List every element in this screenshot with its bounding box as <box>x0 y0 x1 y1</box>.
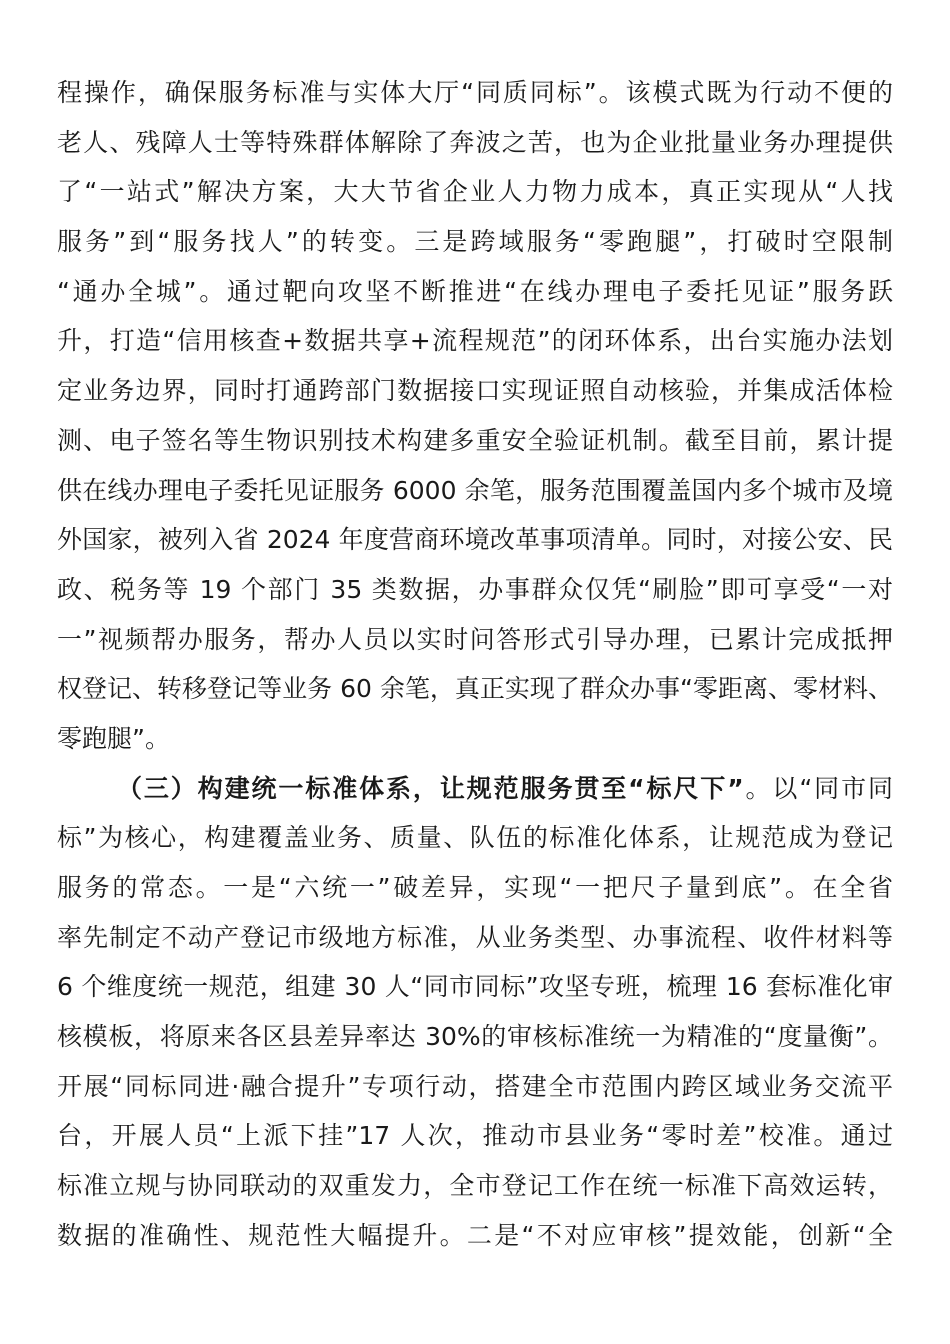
text-line-5: “通办全城”。通过靶向攻坚不断推进“在线办理电子委托见证”服务跃 <box>57 276 893 306</box>
text-line-17: 服务的常态。一是“六统一”破差异，实现“一把尺子量到底”。在全省 <box>57 873 893 902</box>
text-line-2: 老人、残障人士等特殊群体解除了奔波之苦，也为企业批量业务办理提供 <box>57 127 893 157</box>
text-line-4: 服务”到“服务找人”的转变。三是跨域服务“零跑腿”，打破时空限制 <box>57 227 893 257</box>
text-line-12: 一”视频帮办服务，帮办人员以实时问答形式引导办理，已累计完成抵押 <box>57 624 893 654</box>
text-line-22: 台，开展人员“上派下挂”17 人次，推动市县业务“零时差”校准。通过 <box>57 1121 893 1151</box>
text-line-13: 权登记、转移登记等业务 60 余笔，真正实现了群众办事“零距离、零材料、 <box>57 674 893 704</box>
text-line-24: 数据的准确性、规范性大幅提升。二是“不对应审核”提效能，创新“全 <box>57 1220 893 1250</box>
text-line-3: 了“一站式”解决方案，大大节省企业人力物力成本，真正实现从“人找 <box>57 177 893 207</box>
paragraph-standards <box>57 764 893 1261</box>
section-heading-line <box>57 764 893 814</box>
text-line-20: 核模板，将原来各区县差异率达 30%的审核标准统一为精准的“度量衡”。 <box>57 1022 893 1052</box>
text-line-16: 标”为核心，构建覆盖业务、质量、队伍的标准化体系，让规范成为登记 <box>57 823 893 853</box>
text-line-8: 测、电子签名等生物识别技术构建多重安全验证机制。截至目前，累计提 <box>57 425 893 455</box>
paragraph-online-services <box>57 68 893 764</box>
text-line-11: 政、税务等 19 个部门 35 类数据，办事群众仅凭“刷脸”即可享受“一对 <box>57 574 893 604</box>
text-line-19: 6 个维度统一规范，组建 30 人“同市同标”攻坚专班，梳理 16 套标准化审 <box>57 972 893 1002</box>
text-line-1: 程操作，确保服务标准与实体大厅“同质同标”。该模式既为行动不便的 <box>57 78 893 107</box>
text-line-18: 率先制定不动产登记市级地方标准，从业务类型、办事流程、收件材料等 <box>57 922 893 952</box>
section-heading: （三）构建统一标准体系，让规范服务贯至“标尺下” <box>117 773 744 803</box>
document-page <box>57 68 893 1261</box>
text-line-6: 升，打造“信用核查+数据共享+流程规范”的闭环体系，出台实施办法划 <box>57 326 893 356</box>
text-line-10: 外国家，被列入省 2024 年度营商环境改革事项清单。同时，对接公安、民 <box>57 525 893 555</box>
text-line-9: 供在线办理电子委托见证服务 6000 余笔，服务范围覆盖国内多个城市及境 <box>57 475 893 505</box>
text-line-21: 开展“同标同进·融合提升”专项行动，搭建全市范围内跨区域业务交流平 <box>57 1071 893 1101</box>
text-line-7: 定业务边界，同时打通跨部门数据接口实现证照自动核验，并集成活体检 <box>57 376 893 406</box>
text-line-23: 标准立规与协同联动的双重发力，全市登记工作在统一标准下高效运转， <box>57 1171 893 1201</box>
section-heading-rest: 。以“同市同 <box>743 773 893 803</box>
text-line-14: 零跑腿”。 <box>57 723 170 753</box>
